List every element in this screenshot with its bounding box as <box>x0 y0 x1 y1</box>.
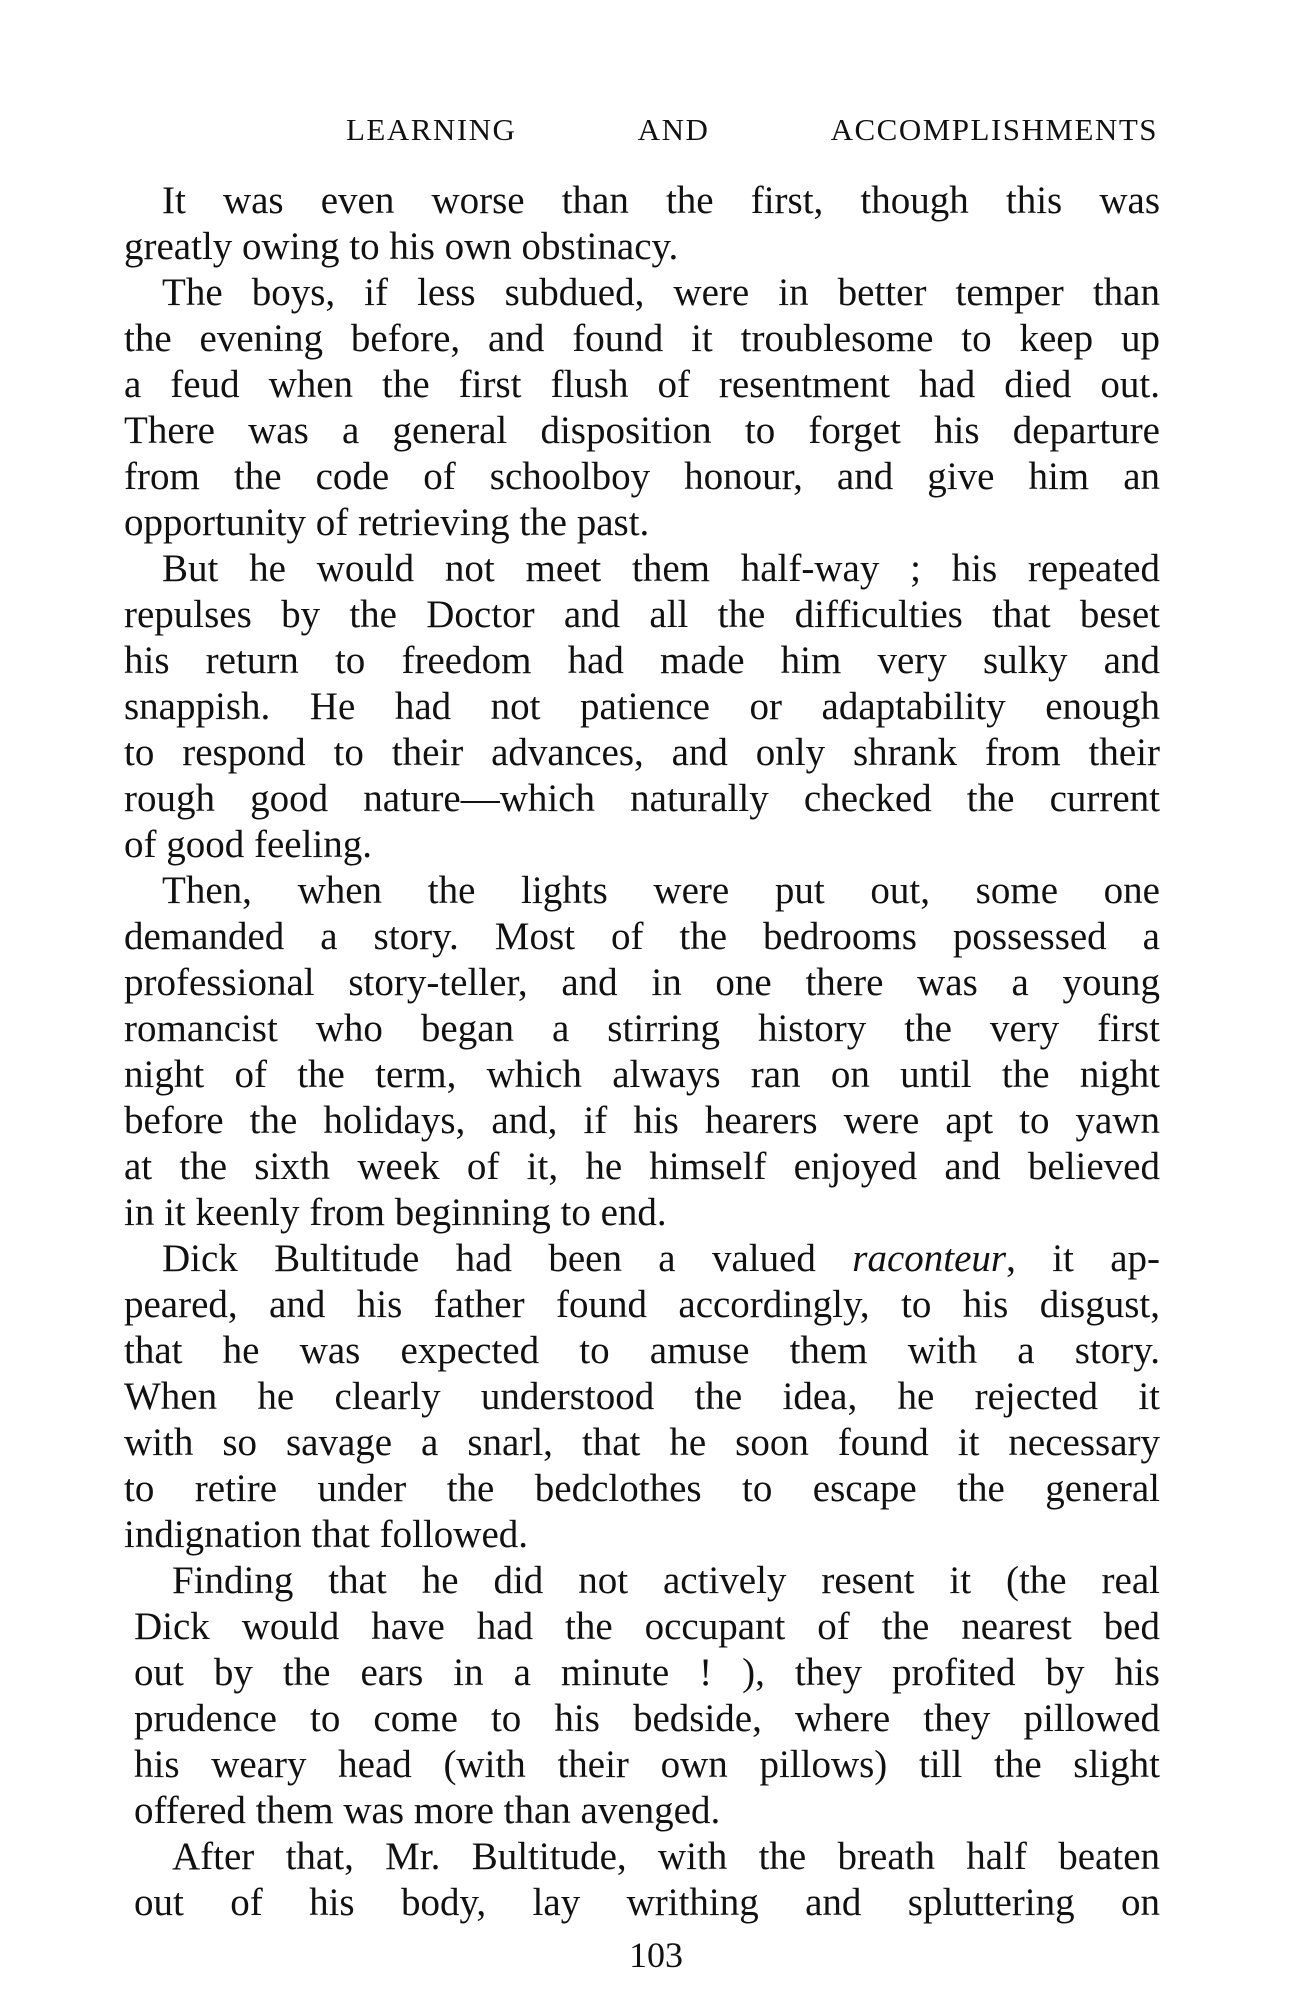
text-line: When he clearly understood the idea, he rejected it <box>124 1375 1160 1418</box>
text-line: at the sixth week of it, he himself enjoyed and believed <box>124 1145 1160 1188</box>
text-line: romancist who began a stirring history the very first <box>124 1007 1160 1050</box>
paragraph <box>124 1558 1160 1834</box>
text-segment: Dick Bultitude had been a valued <box>162 1237 853 1280</box>
text-line: peared, and his father found accordingly, to his disgust, <box>124 1283 1160 1326</box>
text-line: a feud when the first flush of resentment had died out. <box>124 363 1160 406</box>
text-line: that he was expected to amuse them with a story. <box>124 1329 1160 1372</box>
page-number: 103 <box>629 1935 683 1975</box>
text-line: out by the ears in a minute ! ), they profited by his <box>134 1651 1160 1694</box>
paragraph <box>124 546 1160 868</box>
text-line: to respond to their advances, and only shrank from their <box>124 731 1160 774</box>
text-line: before the holidays, and, if his hearers were apt to yawn <box>124 1099 1160 1142</box>
body-text <box>124 178 1160 1926</box>
text-line <box>124 1236 1160 1282</box>
text-line: his weary head (with their own pillows) till the slight <box>134 1743 1160 1786</box>
text-line: Finding that he did not actively resent it (the real <box>172 1559 1160 1602</box>
running-header: LEARNING AND ACCOMPLISHMENTS <box>346 112 1158 147</box>
text-line: It was even worse than the first, though this was <box>162 179 1160 222</box>
paragraph <box>124 1236 1160 1558</box>
text-line: snappish. He had not patience or adaptability enough <box>124 685 1160 728</box>
italic-word: raconteur <box>852 1237 1007 1280</box>
text-line: night of the term, which always ran on until the night <box>124 1053 1160 1096</box>
text-line: But he would not meet them half-way ; his repeated <box>162 547 1160 590</box>
text-line: indignation that followed. <box>124 1513 529 1556</box>
text-line: Dick would have had the occupant of the nearest bed <box>134 1605 1160 1648</box>
text-line: his return to freedom had made him very sulky and <box>124 639 1160 682</box>
text-line: After that, Mr. Bultitude, with the breath half beaten <box>172 1835 1160 1878</box>
text-line: the evening before, and found it troublesome to keep up <box>124 317 1160 360</box>
text-line: offered them was more than avenged. <box>134 1789 721 1832</box>
text-line: rough good nature—which naturally checked the current <box>124 777 1160 820</box>
text-line: from the code of schoolboy honour, and give him an <box>124 455 1160 498</box>
paragraph <box>124 178 1160 270</box>
text-line: in it keenly from beginning to end. <box>124 1191 667 1234</box>
text-line: demanded a story. Most of the bedrooms possessed a <box>124 915 1160 958</box>
paragraph <box>124 270 1160 546</box>
text-line: with so savage a snarl, that he soon found it necessary <box>124 1421 1160 1464</box>
paragraph <box>124 1834 1160 1926</box>
text-line: to retire under the bedclothes to escape the general <box>124 1467 1160 1510</box>
text-line: prudence to come to his bedside, where they pillowed <box>134 1697 1160 1740</box>
text-line: The boys, if less subdued, were in better temper than <box>162 271 1160 314</box>
text-segment: , it ap- <box>1006 1237 1161 1280</box>
text-line: out of his body, lay writhing and spluttering on <box>134 1881 1160 1924</box>
text-line: repulses by the Doctor and all the difficulties that beset <box>124 593 1160 636</box>
text-line: greatly owing to his own obstinacy. <box>124 225 679 268</box>
text-line: opportunity of retrieving the past. <box>124 501 650 544</box>
paragraph <box>124 868 1160 1236</box>
text-line: There was a general disposition to forget his departure <box>124 409 1160 452</box>
text-line: professional story-teller, and in one there was a young <box>124 961 1160 1004</box>
text-line: of good feeling. <box>124 823 373 866</box>
text-line: Then, when the lights were put out, some one <box>162 869 1160 912</box>
